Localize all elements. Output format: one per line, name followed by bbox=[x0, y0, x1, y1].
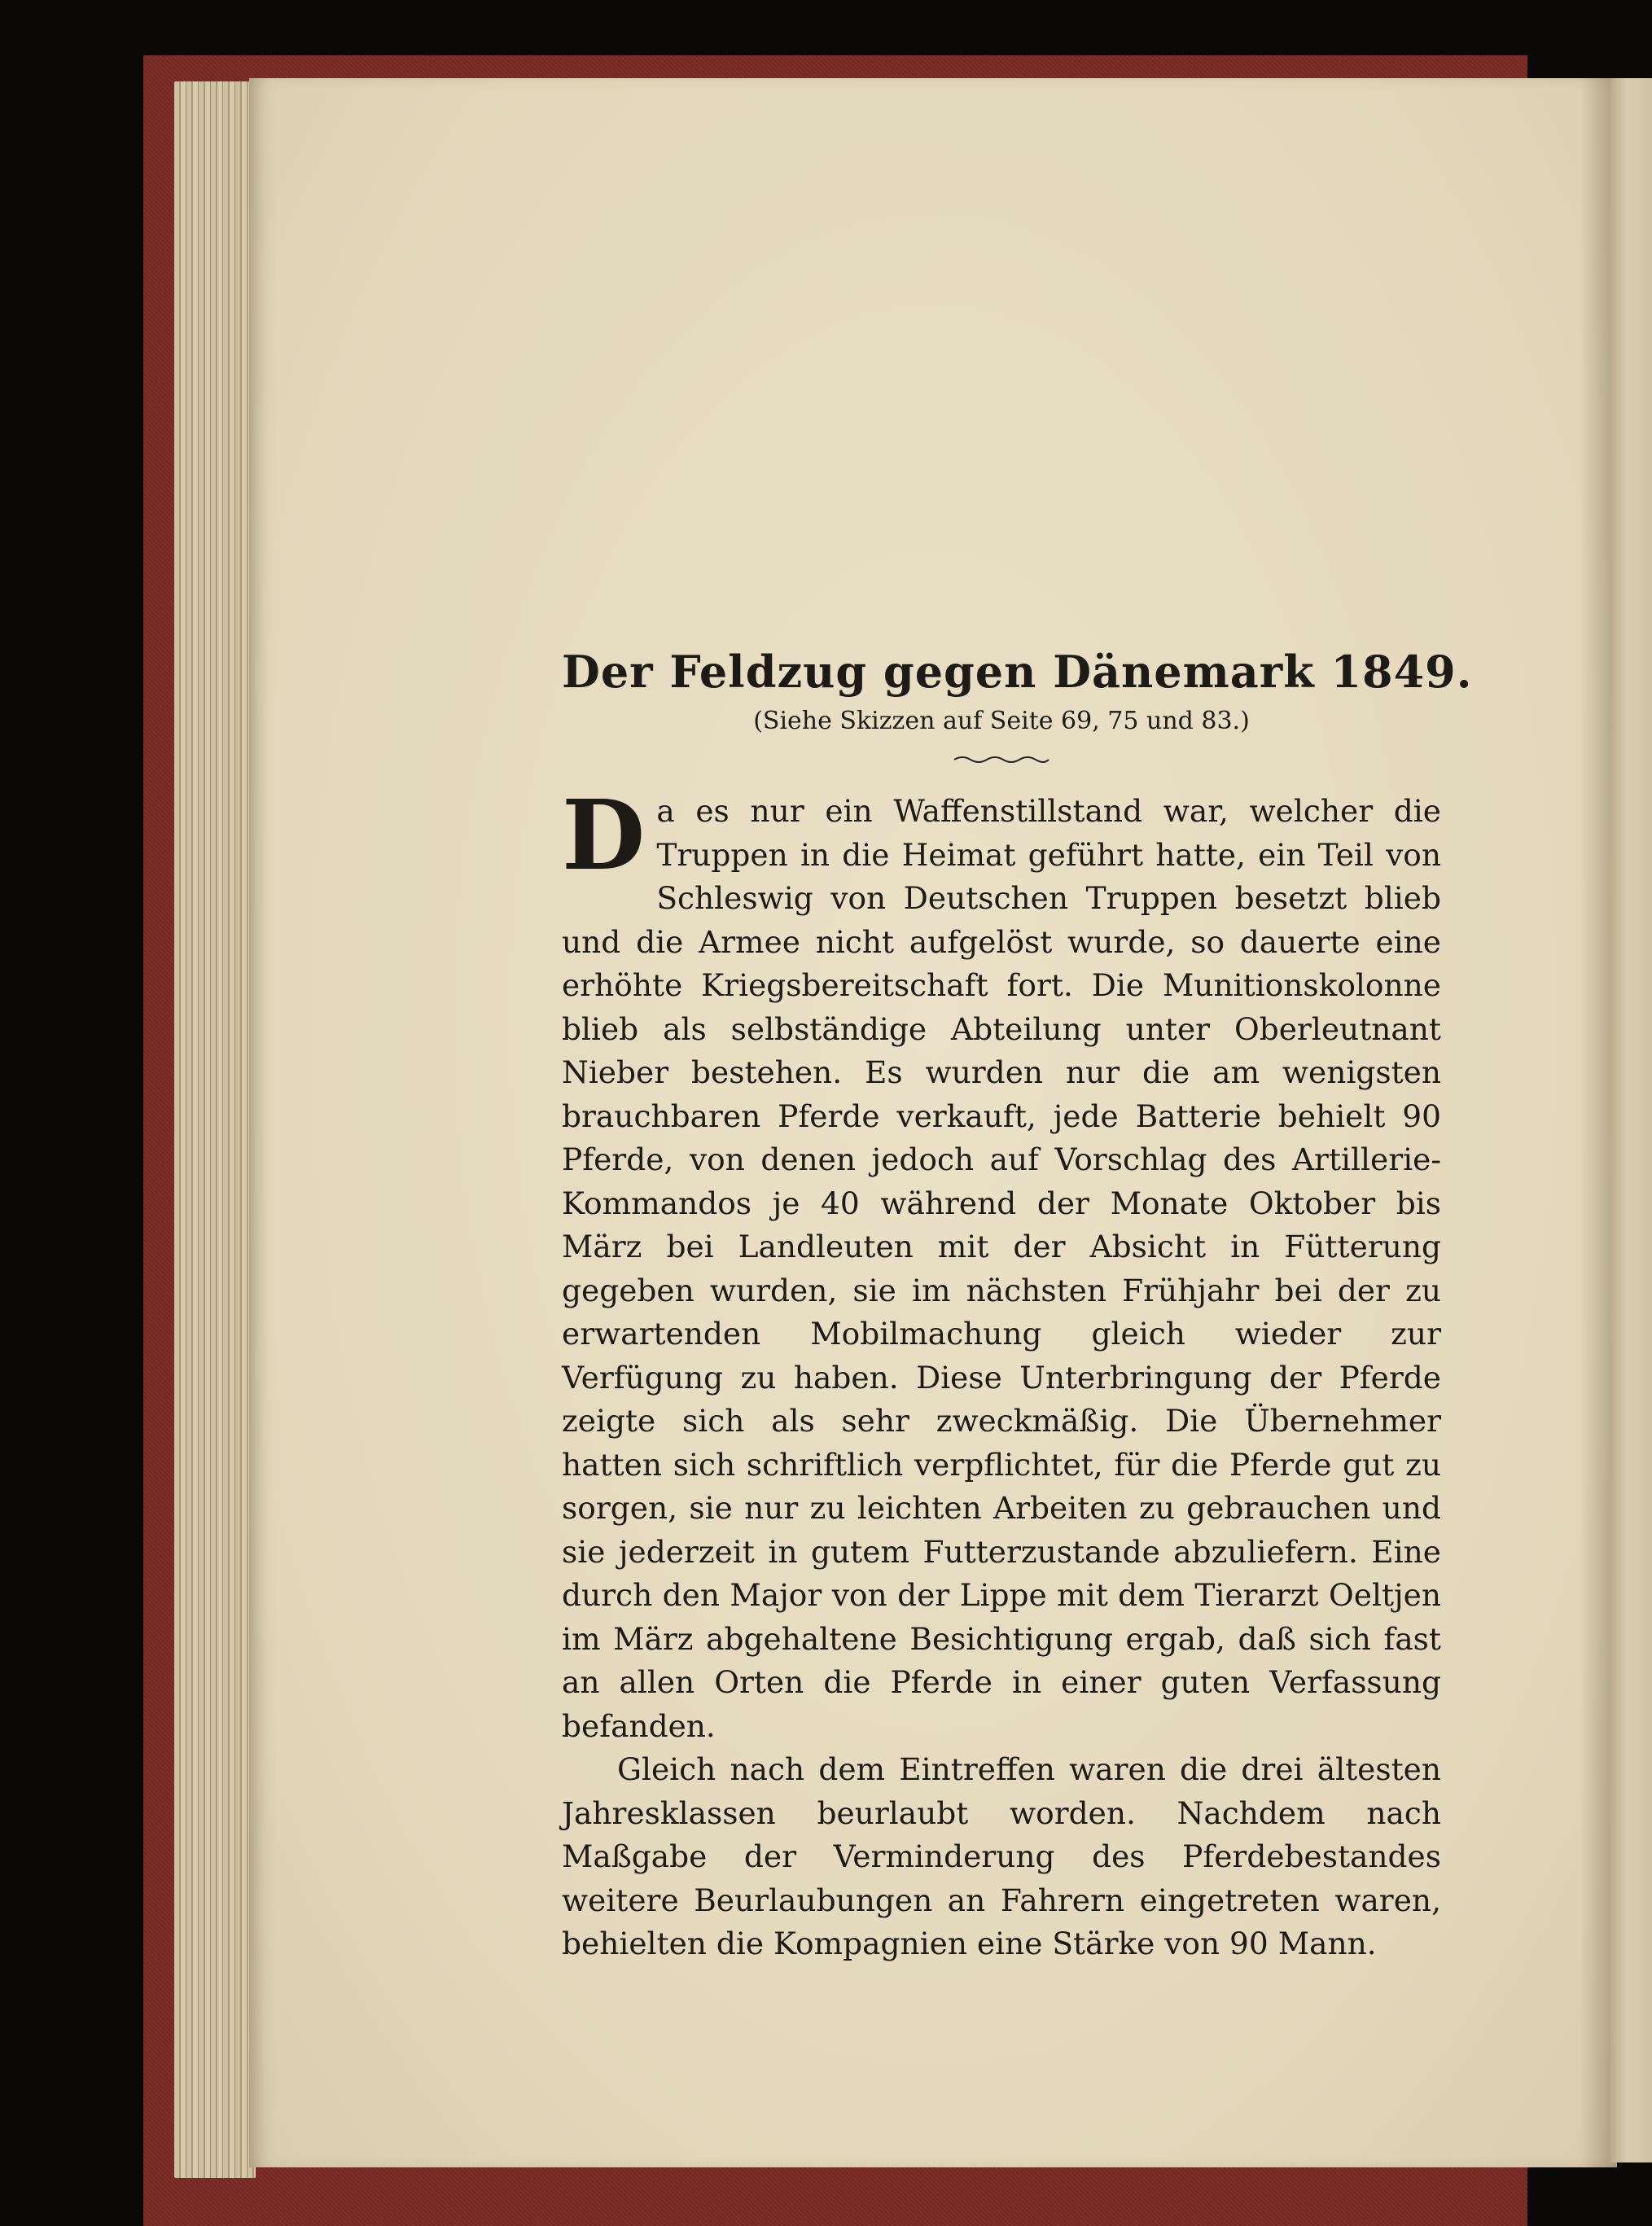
paragraph-1-text: a es nur ein Waffenstillstand war, welcher die Truppen in die Heimat geführt hatte, ein Teil von Schleswig von Deutschen Truppen besetzt blieb und die Armee nicht aufgelöst wurde, so dauerte eine erhöhte Kriegsbereitschaft fort. Die Munitionskolonne blieb als selbständige Abteilung unter Oberleutnant Nieber bestehen. Es wurden nur die am wenigsten brauchbaren Pferde verkauft, jede Batterie behielt 90 Pferde, von denen jedoch auf Vorschlag des Artillerie-Kommandos je 40 während der Monate Oktober bis März bei Landleuten mit der Absicht in Fütterung gegeben wurden, sie im nächsten Frühjahr bei der zu erwartenden Mobilmachung gleich wieder zur Verfügung zu haben. Diese Unterbringung der Pferde zeigte sich als sehr zweckmäßig. Die Übernehmer hatten sich schriftlich verpflichtet, für die Pferde gut zu sorgen, sie nur zu leichten Arbeiten zu gebrauchen und sie jederzeit in gutem Futterzustande abzuliefern. Eine durch den Major von der Lippe mit dem Tierarzt Oeltjen im März abgehaltene Besichtigung ergab, daß sich fast an allen Orten die Pferde in einer guten Verfassung befanden. bbox=[562, 793, 1441, 1744]
facing-page-edge bbox=[1610, 78, 1652, 2162]
chapter-text-block bbox=[562, 643, 1473, 1966]
drop-cap: D bbox=[562, 778, 646, 892]
page-edges bbox=[174, 81, 256, 2178]
chapter-title: Der Feldzug gegen Dänemark 1849. bbox=[562, 646, 1473, 698]
wave-ornament-icon bbox=[953, 754, 1050, 765]
chapter-subtitle: (Siehe Skizzen auf Seite 69, 75 und 83.) bbox=[753, 707, 1250, 735]
paragraph-2: Gleich nach dem Eintreffen waren die drei ältesten Jahresklassen beurlaubt worden. Nachdem nach Maßgabe der Verminderung des Pferdebestandes weitere Beurlaubungen an Fahrern eingetreten waren, behielten die Kompagnien eine Stärke von 90 Mann. bbox=[562, 1751, 1441, 1961]
paragraph-1 bbox=[562, 778, 1441, 1748]
